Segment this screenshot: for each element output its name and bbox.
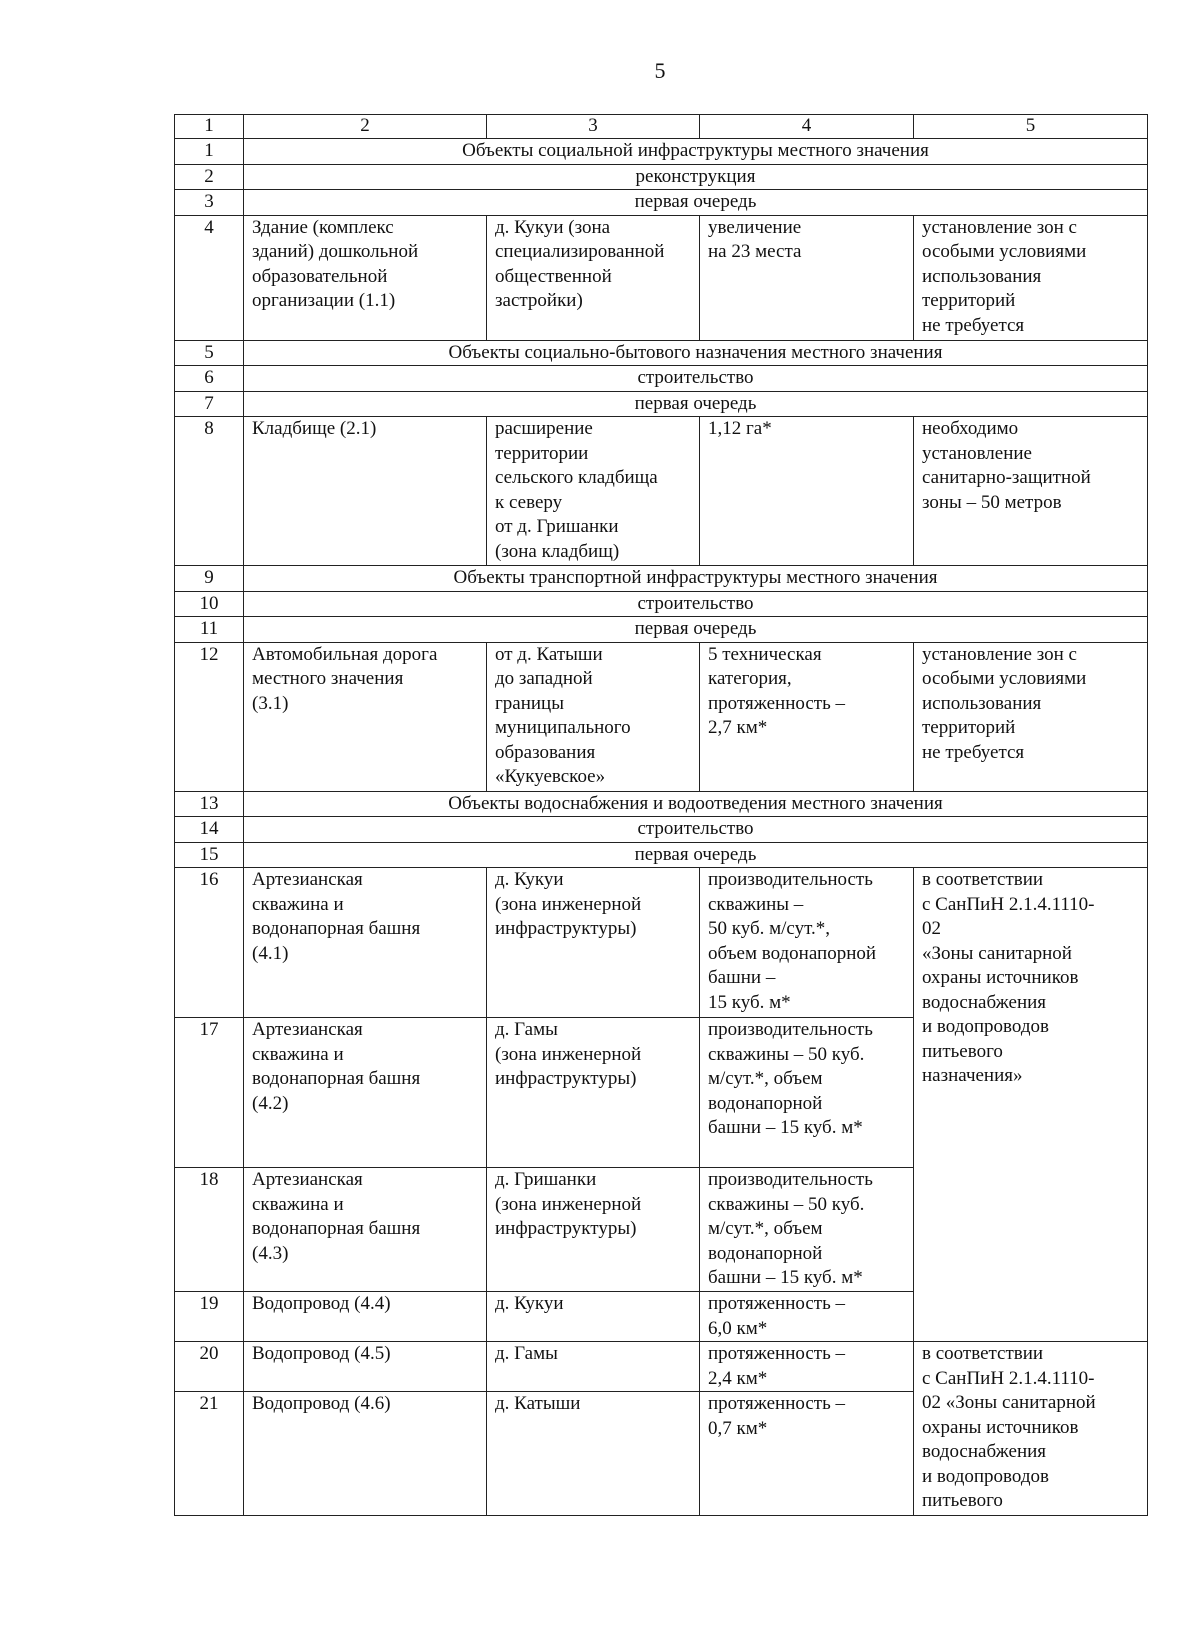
cell-line: водонапорная башня (252, 1218, 421, 1239)
characteristics-cell (700, 417, 914, 566)
zones-cell (914, 417, 1148, 566)
row-number: 13 (175, 791, 244, 817)
section-subtitle: строительство (244, 817, 1148, 843)
row-number: 1 (175, 139, 244, 165)
row-number: 14 (175, 817, 244, 843)
sanpin-zones-cell (914, 868, 1148, 1342)
characteristics-cell (700, 215, 914, 340)
cell-line: 5 техническая (708, 643, 822, 665)
section-stage: первая очередь (244, 617, 1148, 643)
section-row (175, 791, 1148, 817)
cell-line: 0,7 км* (708, 1417, 768, 1439)
object-name-cell (244, 1168, 487, 1292)
section-row (175, 566, 1148, 592)
cell-line: д. Кукуи (495, 869, 564, 890)
cell-line: инфраструктуры) (495, 1218, 637, 1239)
cell-line: (зона инженерной (495, 893, 642, 915)
cell-line: «Зоны санитарной (922, 942, 1072, 964)
cell-line: 2,4 км* (708, 1367, 768, 1389)
cell-line: (зона инженерной (495, 1193, 642, 1215)
row-number: 6 (175, 366, 244, 392)
sanpin-zones-cell (914, 1342, 1148, 1516)
table-row (175, 642, 1148, 791)
cell-line: в соответствии (922, 1343, 1044, 1364)
table-row (175, 868, 1148, 1018)
cell-line: общественной (495, 265, 612, 287)
cell-line: расширение (495, 418, 593, 439)
cell-line: д. Кукуи (495, 1293, 564, 1314)
section-title: Объекты социальной инфраструктуры местного значения (244, 139, 1148, 165)
cell-line: 2,7 км* (708, 717, 768, 738)
location-cell (487, 642, 700, 791)
cell-line: 15 куб. м* (708, 991, 791, 1013)
zones-cell (914, 215, 1148, 340)
section-stage: первая очередь (244, 190, 1148, 216)
cell-line: протяженность – (708, 692, 845, 714)
row-number: 2 (175, 164, 244, 190)
cell-line: протяженность – (708, 1343, 845, 1364)
object-name-cell (244, 1342, 487, 1392)
cell-line: территории (495, 442, 589, 464)
row-number: 3 (175, 190, 244, 216)
cell-line: 6,0 км* (708, 1317, 768, 1339)
cell-line: организации (1.1) (252, 290, 396, 311)
table-row (175, 417, 1148, 566)
cell-line: д. Гамы (495, 1019, 558, 1040)
location-cell (487, 1392, 700, 1516)
cell-line: от д. Гришанки (495, 516, 619, 537)
cell-line: муниципального (495, 717, 631, 738)
cell-line: м/сут.*, объем (708, 1218, 823, 1239)
section-row (175, 164, 1148, 190)
cell-line: Артезианская (252, 1019, 363, 1040)
location-cell (487, 1342, 700, 1392)
location-cell (487, 1168, 700, 1292)
header-col-5: 5 (914, 115, 1148, 139)
row-number: 12 (175, 642, 244, 791)
cell-line: водоснабжения (922, 991, 1047, 1013)
cell-line: м/сут.*, объем (708, 1068, 823, 1089)
row-number: 8 (175, 417, 244, 566)
cell-line: Здание (комплекс (252, 216, 394, 238)
cell-line: не требуется (922, 314, 1025, 336)
location-cell (487, 868, 700, 1018)
row-number: 11 (175, 617, 244, 643)
cell-line: охраны источников (922, 967, 1079, 988)
cell-line: «Кукуевское» (495, 766, 606, 787)
cell-line: 02 (922, 918, 941, 939)
section-row (175, 617, 1148, 643)
cell-line: санитарно-защитной (922, 467, 1091, 488)
cell-line: с СанПиН 2.1.4.1110- (922, 1367, 1095, 1389)
location-cell (487, 215, 700, 340)
table-row (175, 1342, 1148, 1392)
cell-line: и водопроводов (922, 1465, 1049, 1487)
cell-line: д. Гришанки (495, 1169, 597, 1190)
cell-line: образования (495, 741, 596, 763)
header-col-2: 2 (244, 115, 487, 139)
cell-line: (зона инженерной (495, 1043, 642, 1065)
section-row (175, 842, 1148, 868)
cell-line: водонапорной (708, 1242, 823, 1264)
cell-line: Водопровод (4.5) (252, 1343, 391, 1364)
cell-line: Водопровод (4.4) (252, 1293, 391, 1314)
section-row (175, 190, 1148, 216)
cell-line: 50 куб. м/сут.*, (708, 918, 830, 939)
cell-line: установление зон с (922, 643, 1077, 665)
cell-line: (зона кладбищ) (495, 540, 620, 562)
row-number: 19 (175, 1292, 244, 1342)
row-number: 17 (175, 1018, 244, 1168)
object-name-cell (244, 642, 487, 791)
section-row (175, 340, 1148, 366)
row-number: 16 (175, 868, 244, 1018)
zones-cell (914, 642, 1148, 791)
object-name-cell (244, 1392, 487, 1516)
cell-line: скважина и (252, 1043, 344, 1065)
cell-line: протяженность – (708, 1293, 845, 1314)
cell-line: скважина и (252, 893, 344, 915)
cell-line: Артезианская (252, 1169, 363, 1190)
header-row (175, 115, 1148, 139)
cell-line: территорий (922, 717, 1016, 738)
cell-line: д. Катыши (495, 1393, 581, 1414)
cell-line: специализированной (495, 241, 665, 262)
cell-line: особыми условиями (922, 668, 1087, 689)
location-cell (487, 417, 700, 566)
cell-line: башни – (708, 967, 776, 988)
cell-line: на 23 места (708, 241, 802, 262)
cell-line: местного значения (252, 668, 404, 689)
section-row (175, 139, 1148, 165)
cell-line: питьевого (922, 1040, 1003, 1062)
section-stage: первая очередь (244, 842, 1148, 868)
row-number: 20 (175, 1342, 244, 1392)
characteristics-cell (700, 1392, 914, 1516)
cell-line: д. Кукуи (зона (495, 216, 611, 238)
cell-line: установление зон с (922, 216, 1077, 238)
cell-line: инфраструктуры) (495, 918, 637, 939)
cell-line: Водопровод (4.6) (252, 1393, 391, 1414)
section-row (175, 591, 1148, 617)
cell-line: особыми условиями (922, 241, 1087, 262)
section-subtitle: строительство (244, 591, 1148, 617)
cell-line: скважины – 50 куб. (708, 1043, 865, 1065)
cell-line: производительность (708, 869, 873, 890)
row-number: 15 (175, 842, 244, 868)
cell-line: 1,12 га* (708, 418, 772, 439)
cell-line: водоснабжения (922, 1441, 1047, 1462)
cell-line: объем водонапорной (708, 942, 877, 964)
object-name-cell (244, 868, 487, 1018)
row-number: 21 (175, 1392, 244, 1516)
cell-line: Кладбище (2.1) (252, 418, 377, 439)
cell-line: сельского кладбища (495, 467, 658, 488)
characteristics-cell (700, 642, 914, 791)
cell-line: башни – 15 куб. м* (708, 1267, 863, 1288)
row-number: 7 (175, 391, 244, 417)
cell-line: водонапорная башня (252, 1068, 421, 1089)
cell-line: водонапорная башня (252, 918, 421, 939)
cell-line: скважины – (708, 893, 804, 915)
cell-line: использования (922, 265, 1042, 287)
cell-line: д. Гамы (495, 1343, 558, 1364)
section-row (175, 366, 1148, 392)
location-cell (487, 1292, 700, 1342)
characteristics-cell (700, 1342, 914, 1392)
cell-line: (4.3) (252, 1242, 289, 1264)
objects-table (174, 114, 1148, 1516)
cell-line: территорий (922, 290, 1016, 311)
cell-line: границы (495, 692, 564, 714)
header-col-4: 4 (700, 115, 914, 139)
cell-line: башни – 15 куб. м* (708, 1117, 863, 1138)
section-subtitle: строительство (244, 366, 1148, 392)
cell-line: зоны – 50 метров (922, 491, 1062, 513)
row-number: 5 (175, 340, 244, 366)
characteristics-cell (700, 1018, 914, 1168)
cell-line: (4.1) (252, 942, 289, 964)
cell-line: скважины – 50 куб. (708, 1193, 865, 1215)
section-stage: первая очередь (244, 391, 1148, 417)
row-number: 10 (175, 591, 244, 617)
cell-line: инфраструктуры) (495, 1068, 637, 1089)
cell-line: зданий) дошкольной (252, 241, 419, 262)
object-name-cell (244, 215, 487, 340)
cell-line: (3.1) (252, 692, 289, 714)
cell-line: 02 «Зоны санитарной (922, 1392, 1096, 1413)
cell-line: Артезианская (252, 869, 363, 890)
row-number: 4 (175, 215, 244, 340)
cell-line: категория, (708, 668, 792, 689)
table-row (175, 215, 1148, 340)
page-number: 5 (654, 58, 666, 83)
cell-line: с СанПиН 2.1.4.1110- (922, 893, 1095, 915)
cell-line: до западной (495, 668, 593, 689)
cell-line: застройки) (495, 290, 583, 311)
cell-line: увеличение (708, 216, 802, 238)
cell-line: в соответствии (922, 869, 1044, 890)
section-row (175, 391, 1148, 417)
cell-line: производительность (708, 1169, 873, 1190)
characteristics-cell (700, 868, 914, 1018)
section-title: Объекты транспортной инфраструктуры местного значения (244, 566, 1148, 592)
cell-line: образовательной (252, 265, 388, 287)
header-col-3: 3 (487, 115, 700, 139)
cell-line: Автомобильная дорога (252, 643, 438, 665)
cell-line: охраны источников (922, 1416, 1079, 1438)
object-name-cell (244, 1018, 487, 1168)
cell-line: назначения» (922, 1065, 1023, 1086)
object-name-cell (244, 1292, 487, 1342)
cell-line: и водопроводов (922, 1016, 1049, 1037)
cell-line: установление (922, 442, 1032, 464)
cell-line: питьевого (922, 1490, 1003, 1511)
object-name-cell (244, 417, 487, 566)
characteristics-cell (700, 1168, 914, 1292)
header-col-1: 1 (175, 115, 244, 139)
cell-line: использования (922, 692, 1042, 714)
cell-line: не требуется (922, 741, 1025, 763)
section-title: Объекты социально-бытового назначения местного значения (244, 340, 1148, 366)
cell-line: к северу (495, 491, 563, 513)
cell-line: (4.2) (252, 1092, 289, 1114)
section-title: Объекты водоснабжения и водоотведения местного значения (244, 791, 1148, 817)
cell-line: водонапорной (708, 1092, 823, 1114)
location-cell (487, 1018, 700, 1168)
section-row (175, 817, 1148, 843)
characteristics-cell (700, 1292, 914, 1342)
cell-line: скважина и (252, 1193, 344, 1215)
cell-line: протяженность – (708, 1393, 845, 1414)
cell-line: производительность (708, 1019, 873, 1040)
section-subtitle: реконструкция (244, 164, 1148, 190)
row-number: 9 (175, 566, 244, 592)
row-number: 18 (175, 1168, 244, 1292)
cell-line: необходимо (922, 418, 1019, 439)
cell-line: от д. Катыши (495, 643, 603, 665)
